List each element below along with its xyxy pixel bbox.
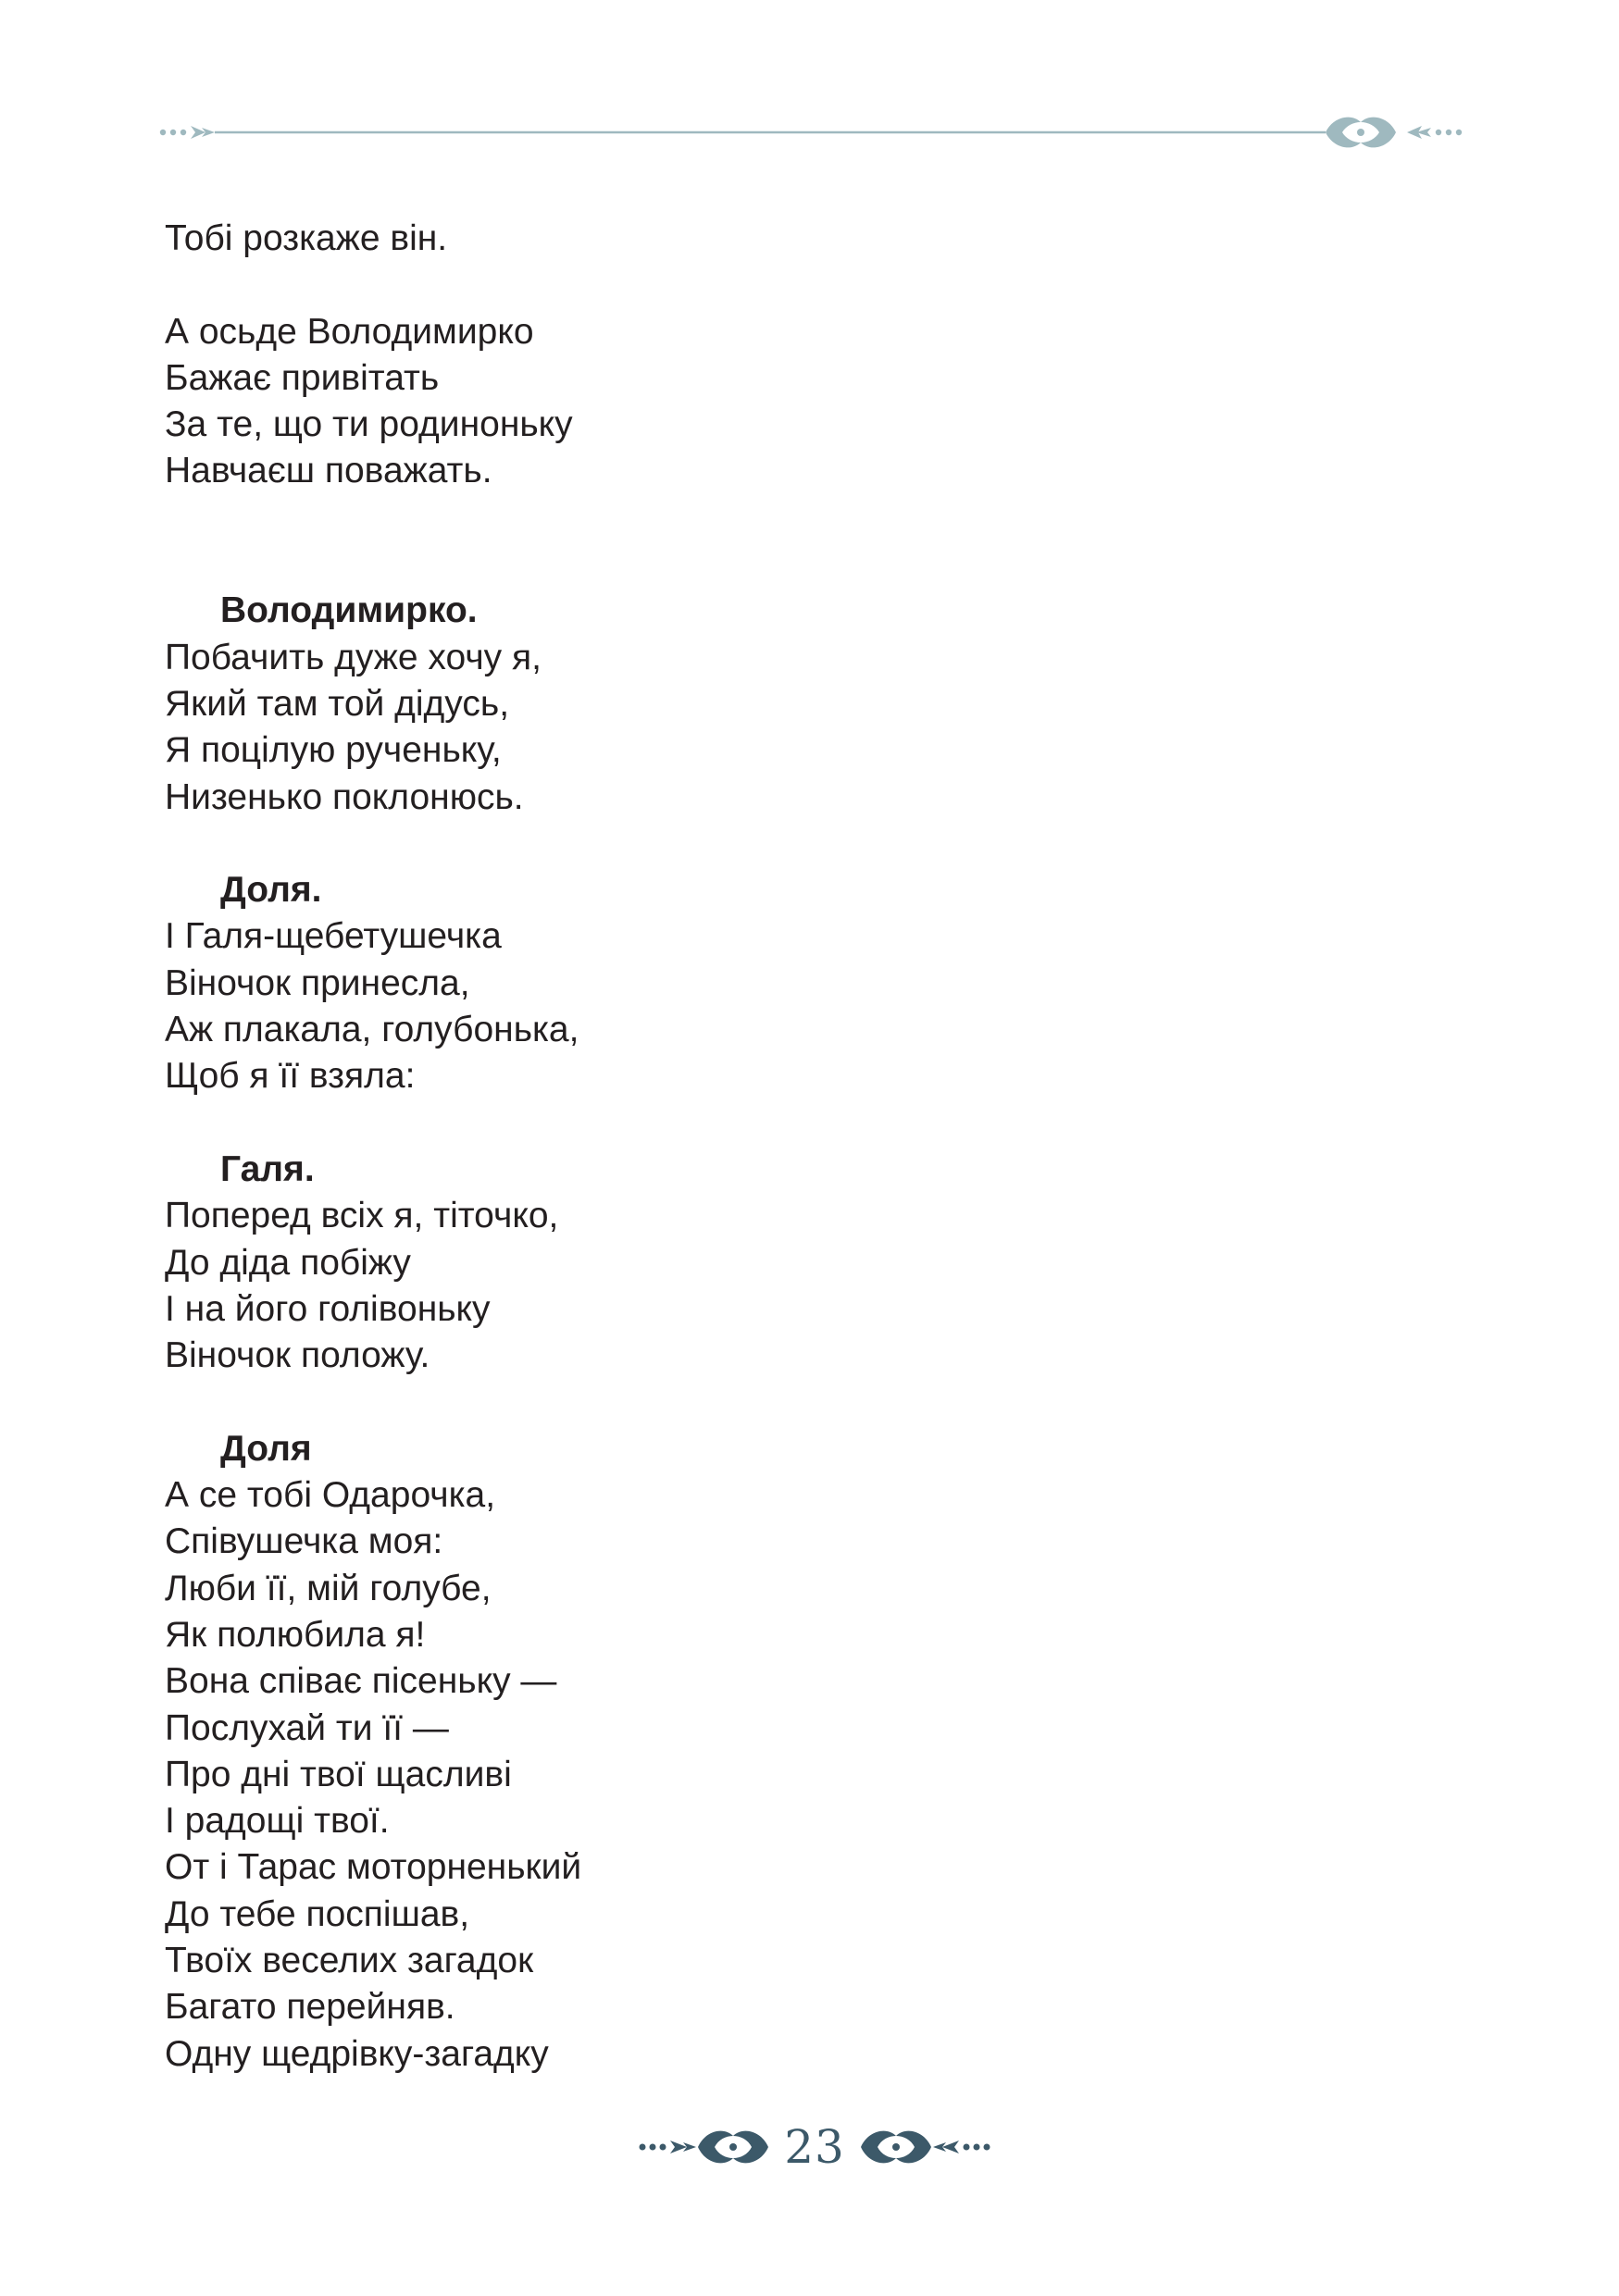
verse-line: Тобі розкаже він. <box>165 218 448 258</box>
verse-line: Бажає привітать <box>165 357 440 398</box>
verse-line: І радощі твої. <box>165 1801 390 1842</box>
verse-line: Навчаєш поважать. <box>165 451 492 491</box>
verse-line: Люби її, мій голубе, <box>165 1568 492 1608</box>
verse-line: Твоїх веселих загадок <box>165 1940 534 1980</box>
verse-line: Віночок положу. <box>165 1335 430 1376</box>
header-left-arrow-icon <box>160 126 215 139</box>
stanza-gap <box>165 821 1368 867</box>
stanza-4 <box>165 867 1368 1099</box>
stanza-gap <box>165 495 1368 589</box>
speaker-name: Доля <box>220 1428 312 1469</box>
verse-line: Побачить дуже хочу я, <box>165 637 542 677</box>
verse-line: Низенько поклонюсь. <box>165 776 524 817</box>
verse-line: Як полюбила я! <box>165 1614 426 1655</box>
verse-line: До діда побіжу <box>165 1242 411 1283</box>
speaker-name: Володимирко. <box>220 590 478 631</box>
verse-line: Я поцілую рученьку, <box>165 730 502 771</box>
verse-line: Аж плакала, голубонька, <box>165 1010 579 1050</box>
stanza-2 <box>165 309 1368 495</box>
header-right-flourish-icon <box>1326 118 1462 148</box>
stanza-gap <box>165 262 1368 308</box>
verse-line: Співушечка моя: <box>165 1521 443 1562</box>
stanza-3 <box>165 588 1368 820</box>
speaker-name: Галя. <box>220 1148 315 1189</box>
verse-line: Поперед всіх я, тіточко, <box>165 1196 559 1236</box>
verse-line: Вона співає пісеньку — <box>165 1661 557 1702</box>
verse-line: За те, що ти родиноньку <box>165 404 573 445</box>
verse-body <box>165 216 1368 2078</box>
footer-right-flourish-icon <box>842 2119 990 2175</box>
stanza-6 <box>165 1426 1368 2078</box>
verse-line: Послухай ти її — <box>165 1707 449 1748</box>
page-footer <box>639 2115 990 2179</box>
verse-line: Багато перейняв. <box>165 1987 455 2028</box>
verse-line: Віночок принесла, <box>165 962 470 1003</box>
verse-line: І на його голівоньку <box>165 1288 491 1329</box>
verse-line: Який там той дідусь, <box>165 683 510 724</box>
verse-line: А осьде Володимирко <box>165 311 534 352</box>
verse-line: А се тобі Одарочка, <box>165 1475 496 1516</box>
header-ornament <box>157 109 1463 155</box>
verse-line: Одну щедрівку-загадку <box>165 2033 549 2074</box>
verse-line: От і Тарас моторненький <box>165 1847 582 1888</box>
verse-line: Щоб я її взяла: <box>165 1056 416 1097</box>
stanza-1 <box>165 216 1368 262</box>
page-number: 23 <box>784 2120 845 2174</box>
stanza-gap <box>165 1379 1368 1425</box>
verse-line: І Галя-щебетушечка <box>165 916 502 957</box>
stanza-5 <box>165 1147 1368 1379</box>
speaker-name: Доля. <box>220 870 322 911</box>
stanza-gap <box>165 1100 1368 1147</box>
verse-line: Про дні твої щасливі <box>165 1754 512 1794</box>
verse-line: До тебе поспішав, <box>165 1893 470 1934</box>
